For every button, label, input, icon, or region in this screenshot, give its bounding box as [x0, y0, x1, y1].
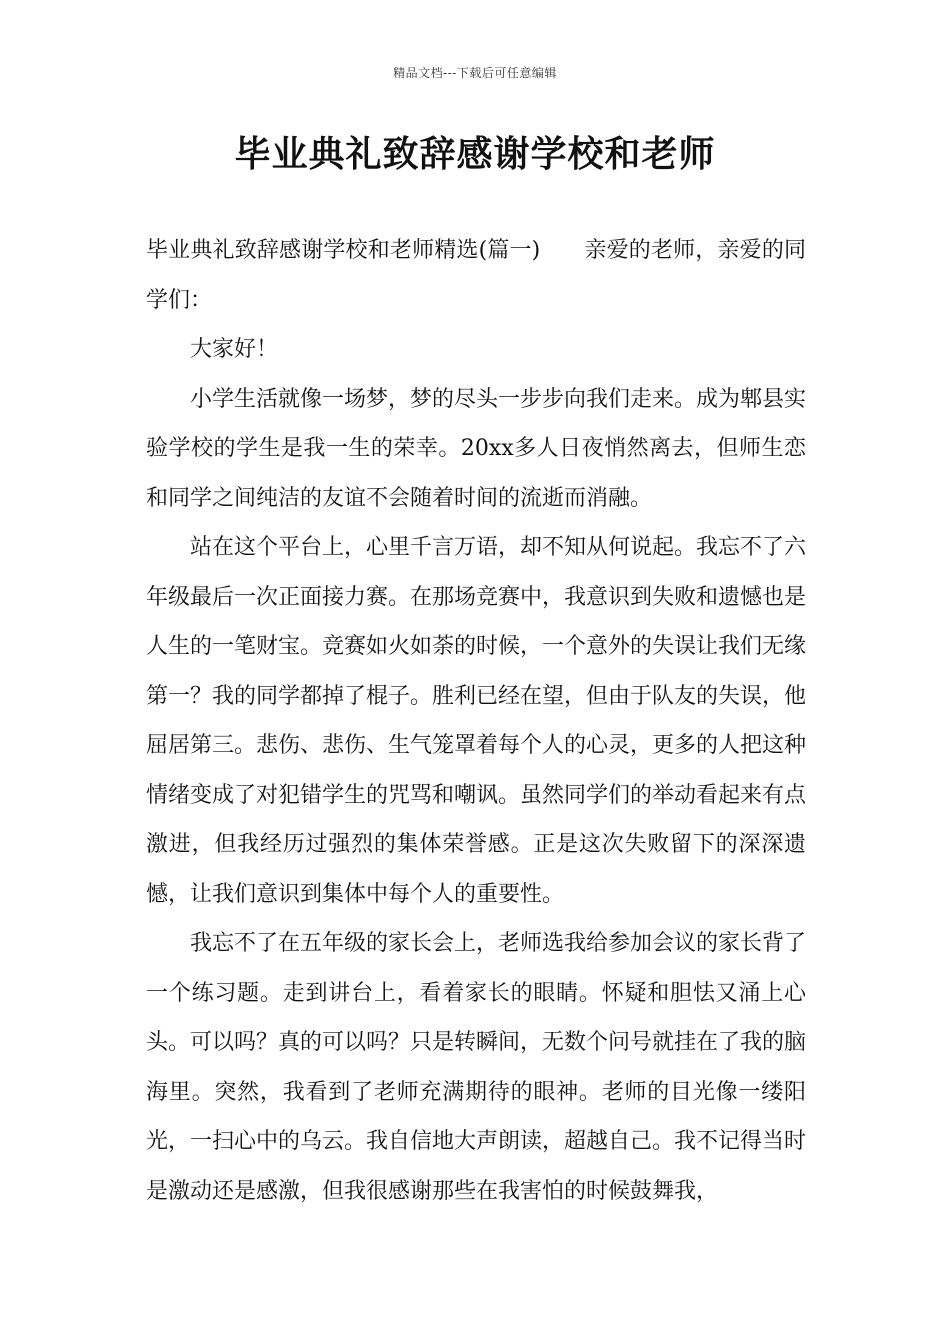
body-paragraph: 小学生活就像一场梦，梦的尽头一步步向我们走来。成为郫县实验学校的学生是我一生的荣幸。20xx多人日夜悄然离去，但师生恋和同学之间纯洁的友谊不会随着时间的流逝而消融。	[146, 386, 807, 511]
document-title: 毕业典礼致辞感谢学校和老师	[234, 133, 716, 175]
body-paragraph: 站在这个平台上，心里千言万语，却不知从何说起。我忘不了六年级最后一次正面接力赛。在那场竞赛中，我意识到失败和遗憾也是人生的一笔财宝。竞赛如火如荼的时候，一个意外的失误让我们无缘第一？我的同学都掉了棍子。胜利已经在望，但由于队友的失误，他屈居第三。悲伤、悲伤、生气笼罩着每个人的心灵，更多的人把这种情绪变成了对犯错学生的咒骂和嘲讽。虽然同学们的举动看起来有点激进，但我经历过强烈的集体荣誉感。正是这次失败留下的深深遗憾，让我们意识到集体中每个人的重要性。	[146, 535, 807, 907]
greeting: 大家好！	[190, 337, 279, 362]
body-paragraph: 我忘不了在五年级的家长会上，老师选我给参加会议的家长背了一个练习题。走到讲台上，看着家长的眼睛。怀疑和胆怯又涌上心头。可以吗？真的可以吗？只是转瞬间，无数个问号就挂在了我的脑海里。突然，我看到了老师充满期待的眼神。老师的目光像一缕阳光，一扫心中的乌云。我自信地大声朗读，超越自己。我不记得当时是激动还是感激，但我很感谢那些在我害怕的时候鼓舞我，	[146, 931, 807, 1204]
header-note: 精品文档---下载后可任意编辑	[393, 66, 557, 80]
document-body	[146, 226, 806, 1216]
intro-salutation: 亲爱的老师，亲爱的同学们：	[146, 238, 806, 313]
intro-heading: 毕业典礼致辞感谢学校和老师精选(篇一)	[146, 238, 541, 263]
intro-paragraph	[146, 226, 806, 325]
